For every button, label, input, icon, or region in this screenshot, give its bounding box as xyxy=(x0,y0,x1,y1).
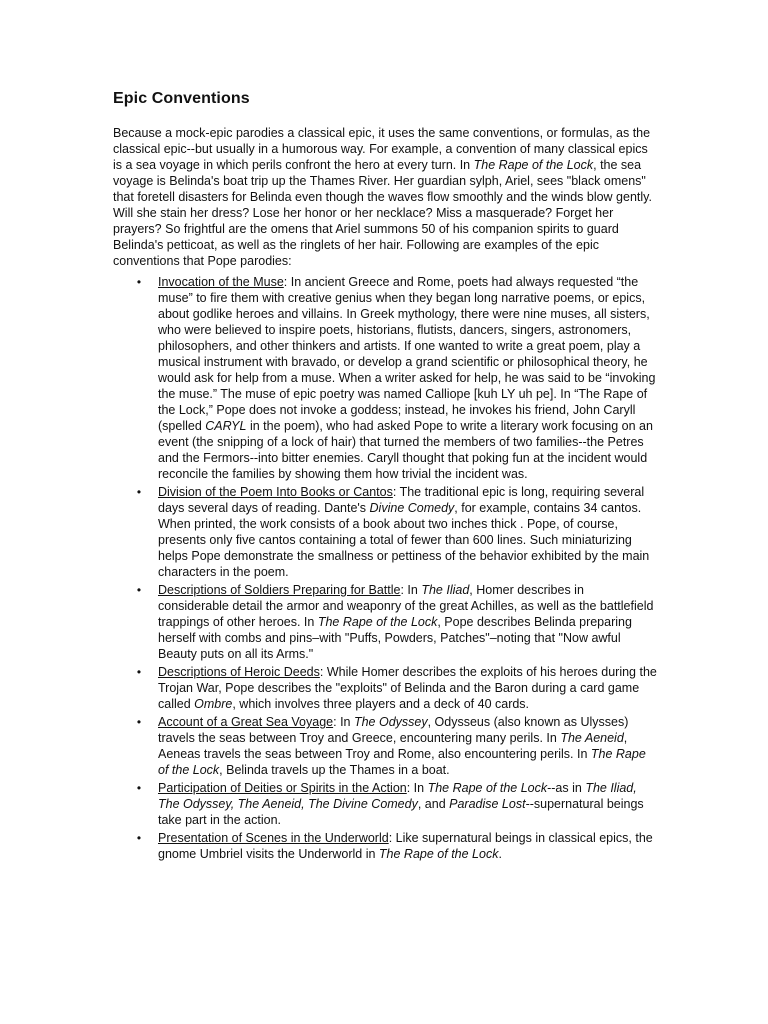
bullet-icon: • xyxy=(136,485,142,499)
text-segment: . xyxy=(498,847,502,861)
convention-item xyxy=(113,664,658,712)
convention-item xyxy=(113,714,658,778)
bullet-icon: • xyxy=(136,275,142,289)
text-segment: --supernatural beings take part in the action. xyxy=(158,797,644,827)
convention-item xyxy=(113,780,658,828)
text-segment: Because a mock-epic parodies a classical epic, it uses the same conventions, or formulas, as the classical epic--but usually in a humorous way. For example, a convention of many classical epics is a sea voyage in which perils confront the hero at every turn. In xyxy=(113,126,651,172)
bullet-icon: • xyxy=(136,831,142,845)
italic-title: The Aeneid xyxy=(560,731,624,745)
italic-title: Divine Comedy xyxy=(369,501,455,515)
text-segment: : In xyxy=(400,583,422,597)
text-segment: , and xyxy=(417,797,450,811)
convention-item xyxy=(113,484,658,580)
text-segment: : In xyxy=(333,715,354,729)
text-segment: , Belinda travels up the Thames in a boat. xyxy=(219,763,450,777)
bullet-icon: • xyxy=(136,715,142,729)
text-segment: , Aeneas travels the seas between Troy and Rome, also encountering perils. In xyxy=(158,731,628,761)
conventions-list xyxy=(113,274,658,864)
convention-term: Participation of Deities or Spirits in the Action xyxy=(158,781,407,795)
italic-title: The Iliad xyxy=(421,583,470,597)
intro-text xyxy=(113,125,658,269)
italic-title: The Rape of the Lock xyxy=(378,847,499,861)
italic-title: The Rape of the Lock xyxy=(427,781,548,795)
bullet-icon: • xyxy=(136,583,142,597)
text-segment: , for example, contains 34 cantos. When printed, the work consists of a book about two inches thick . Pope, of course, presents only five cantos containing a total of fewer than 600 lines. Such miniaturizing helps Pope demonstrate the smallness or pettiness of the behavior exhibited by the main characters in the poem. xyxy=(158,501,650,579)
bullet-icon: • xyxy=(136,781,142,795)
text-segment: : In ancient Greece and Rome, poets had always requested “the muse” to fire them with creative genius when they began long narrative poems, or epics, about godlike heroes and villains. In Greek mythology, there were nine muses, all sisters, who were believed to inspire poets, historians, flutists, dancers, singers, astronomers, philosophers, and other thinkers and artists. If one wanted to write a great poem, play a musical instrument with bravado, or develop a grand scientific or philosophical theory, he would ask for help from a muse. When a writer asked for help, he was said to be “invoking the muse.” The muse of epic poetry was named Calliope [kuh LY uh pe]. In “The Rape of the Lock,” Pope does not invoke a goddess; instead, he invokes his friend, John Caryll (spelled xyxy=(158,275,656,433)
text-segment: , Homer describes in considerable detail the armor and weaponry of the great Achilles, as well as the battlefield trappings of other heroes. In xyxy=(158,583,654,629)
bullet-icon: • xyxy=(136,665,142,679)
text-segment: --as in xyxy=(547,781,586,795)
italic-title: The Rape of the Lock xyxy=(473,158,594,172)
convention-term: Descriptions of Heroic Deeds xyxy=(158,665,320,679)
text-segment: , which involves three players and a deck of 40 cards. xyxy=(232,697,530,711)
text-segment: , the sea voyage is Belinda's boat trip up the Thames River. Her guardian sylph, Ariel, sees "black omens" that foretell disasters for Belinda even though the waves flow smoothly and the winds blow gently. Will she stain her dress? Lose her honor or her necklace? Miss a masquerade? Forget her prayers? So frightful are the omens that Ariel summons 50 of his companion spirits to guard Belinda's petticoat, as well as the ringlets of her hair. Following are examples of the epic conventions that Pope parodies: xyxy=(113,158,652,268)
italic-title: The Odyssey xyxy=(353,715,428,729)
text-segment: : The traditional epic is long, requiring several days several days of reading. Dante's xyxy=(158,485,645,515)
intro-paragraph xyxy=(113,125,658,269)
italic-title: Paradise Lost xyxy=(449,797,526,811)
convention-item xyxy=(113,830,658,862)
italic-title: The Iliad, The Odyssey, The Aeneid, The Divine Comedy xyxy=(158,781,637,811)
italic-title: CARYL xyxy=(205,419,247,433)
convention-item xyxy=(113,582,658,662)
convention-term: Division of the Poem Into Books or Cantos xyxy=(158,485,393,499)
convention-term: Descriptions of Soldiers Preparing for Battle xyxy=(158,583,401,597)
text-segment: : Like supernatural beings in classical epics, the gnome Umbriel visits the Underworld in xyxy=(158,831,653,861)
text-segment: : In xyxy=(406,781,428,795)
text-segment: in the poem), who had asked Pope to write a literary work focusing on an event (the snipping of a lock of hair) that turned the members of two families--the Petres and the Fermors--into bitter enemies. Caryll thought that poking fun at the incident would reconcile the families by showing them how trivial the incident was. xyxy=(158,419,653,481)
convention-item xyxy=(113,274,658,482)
convention-term: Account of a Great Sea Voyage xyxy=(158,715,334,729)
text-segment: : While Homer describes the exploits of his heroes during the Trojan War, Pope describes the "exploits" of Belinda and the Baron during a card game called xyxy=(158,665,657,711)
text-segment: , Pope describes Belinda preparing herself with combs and pins–with "Puffs, Powders, Patches"–noting that "Now awful Beauty puts on all its Arms." xyxy=(158,615,632,661)
italic-title: Ombre xyxy=(194,697,233,711)
convention-term: Presentation of Scenes in the Underworld xyxy=(158,831,389,845)
convention-term: Invocation of the Muse xyxy=(158,275,284,289)
italic-title: The Rape of the Lock xyxy=(158,747,646,777)
page-title: Epic Conventions xyxy=(113,90,250,107)
italic-title: The Rape of the Lock xyxy=(317,615,438,629)
text-segment: , Odysseus (also known as Ulysses) travels the seas between Troy and Greece, encountering many perils. In xyxy=(158,715,629,745)
